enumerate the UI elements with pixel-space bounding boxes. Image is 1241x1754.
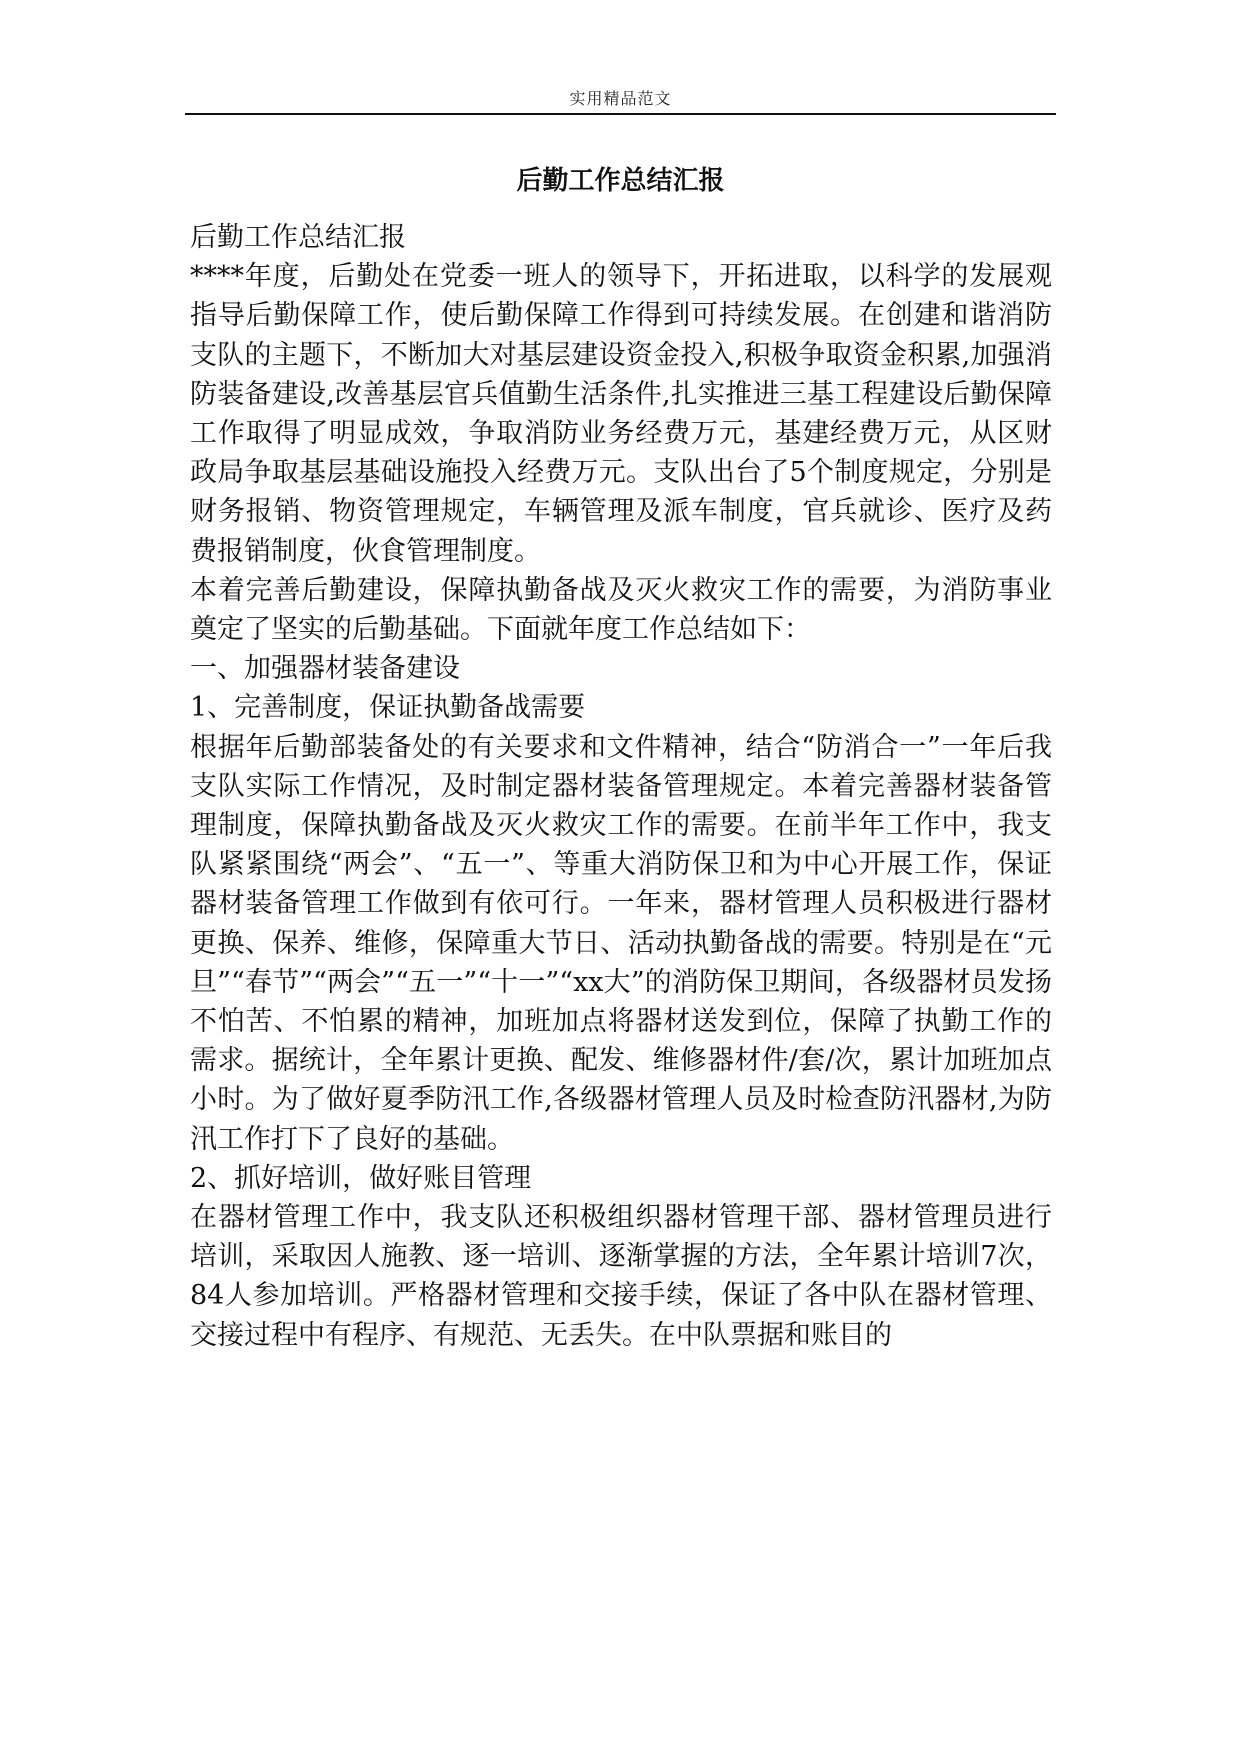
subsection-heading-1: 1、完善制度，保证执勤备战需要 [190,692,586,724]
paragraph-subtitle: 后勤工作总结汇报 [190,222,406,253]
page-header: 实用精品范文 [569,89,672,108]
paragraph-equipment: 根据年后勤部装备处的有关要求和文件精神，结合“防消合一”一年后我支队实际工作情况，及时制定器材装备管理规定。本着完善器材装备管理制度，保障执勤备战及灭火救灾工作的需要。在前半年工作中，我支队紧紧围绕“两会”、“五一”、等重大消防保卫和为中心开展工作，保证器材装备管理工作做到有依可行。一年来，器材管理人员积极进行器材更换、保养、维修，保障重大节日、活动执勤备战的需要。特别是在“元旦”“春节”“两会”“五一”“十一”“xx大”的消防保卫期间，各级器材员发扬不怕苦、不怕累的精神，加班加点将器材送发到位，保障了执勤工作的需求。据统计，全年累计更换、配发、维修器材件/套/次，累计加班加点小时。为了做好夏季防汛工作,各级器材管理人员及时检查防汛器材,为防汛工作打下了良好的基础。 [190,731,1052,1155]
paragraph-purpose: 本着完善后勤建设，保障执勤备战及灭火救灾工作的需要，为消防事业奠定了坚实的后勤基础。下面就年度工作总结如下： [190,574,1052,646]
document-body [190,218,1052,1355]
document-title: 后勤工作总结汇报 [516,166,725,196]
section-heading-1: 一、加强器材装备建设 [190,653,460,685]
paragraph-intro: ****年度，后勤处在党委一班人的领导下，开拓进取，以科学的发展观指导后勤保障工作，使后勤保障工作得到可持续发展。在创建和谐消防支队的主题下，不断加大对基层建设资金投入,积极争取资金积累,加强消防装备建设,改善基层官兵值勤生活条件,扎实推进三基工程建设后勤保障工作取得了明显成效，争取消防业务经费万元，基建经费万元，从区财政局争取基层基础设施投入经费万元。支队出台了5个制度规定，分别是财务报销、物资管理规定，车辆管理及派车制度，官兵就诊、医疗及药费报销制度，伙食管理制度。 [190,261,1052,567]
header-divider [185,113,1056,115]
paragraph-training: 在器材管理工作中，我支队还积极组织器材管理干部、器材管理员进行培训，采取因人施教、逐一培训、逐渐掌握的方法，全年累计培训7次，84人参加培训。严格器材管理和交接手续，保证了各中队在器材管理、交接过程中有程序、有规范、无丢失。在中队票据和账目的 [190,1202,1052,1351]
subsection-heading-2: 2、抓好培训，做好账目管理 [190,1162,532,1194]
